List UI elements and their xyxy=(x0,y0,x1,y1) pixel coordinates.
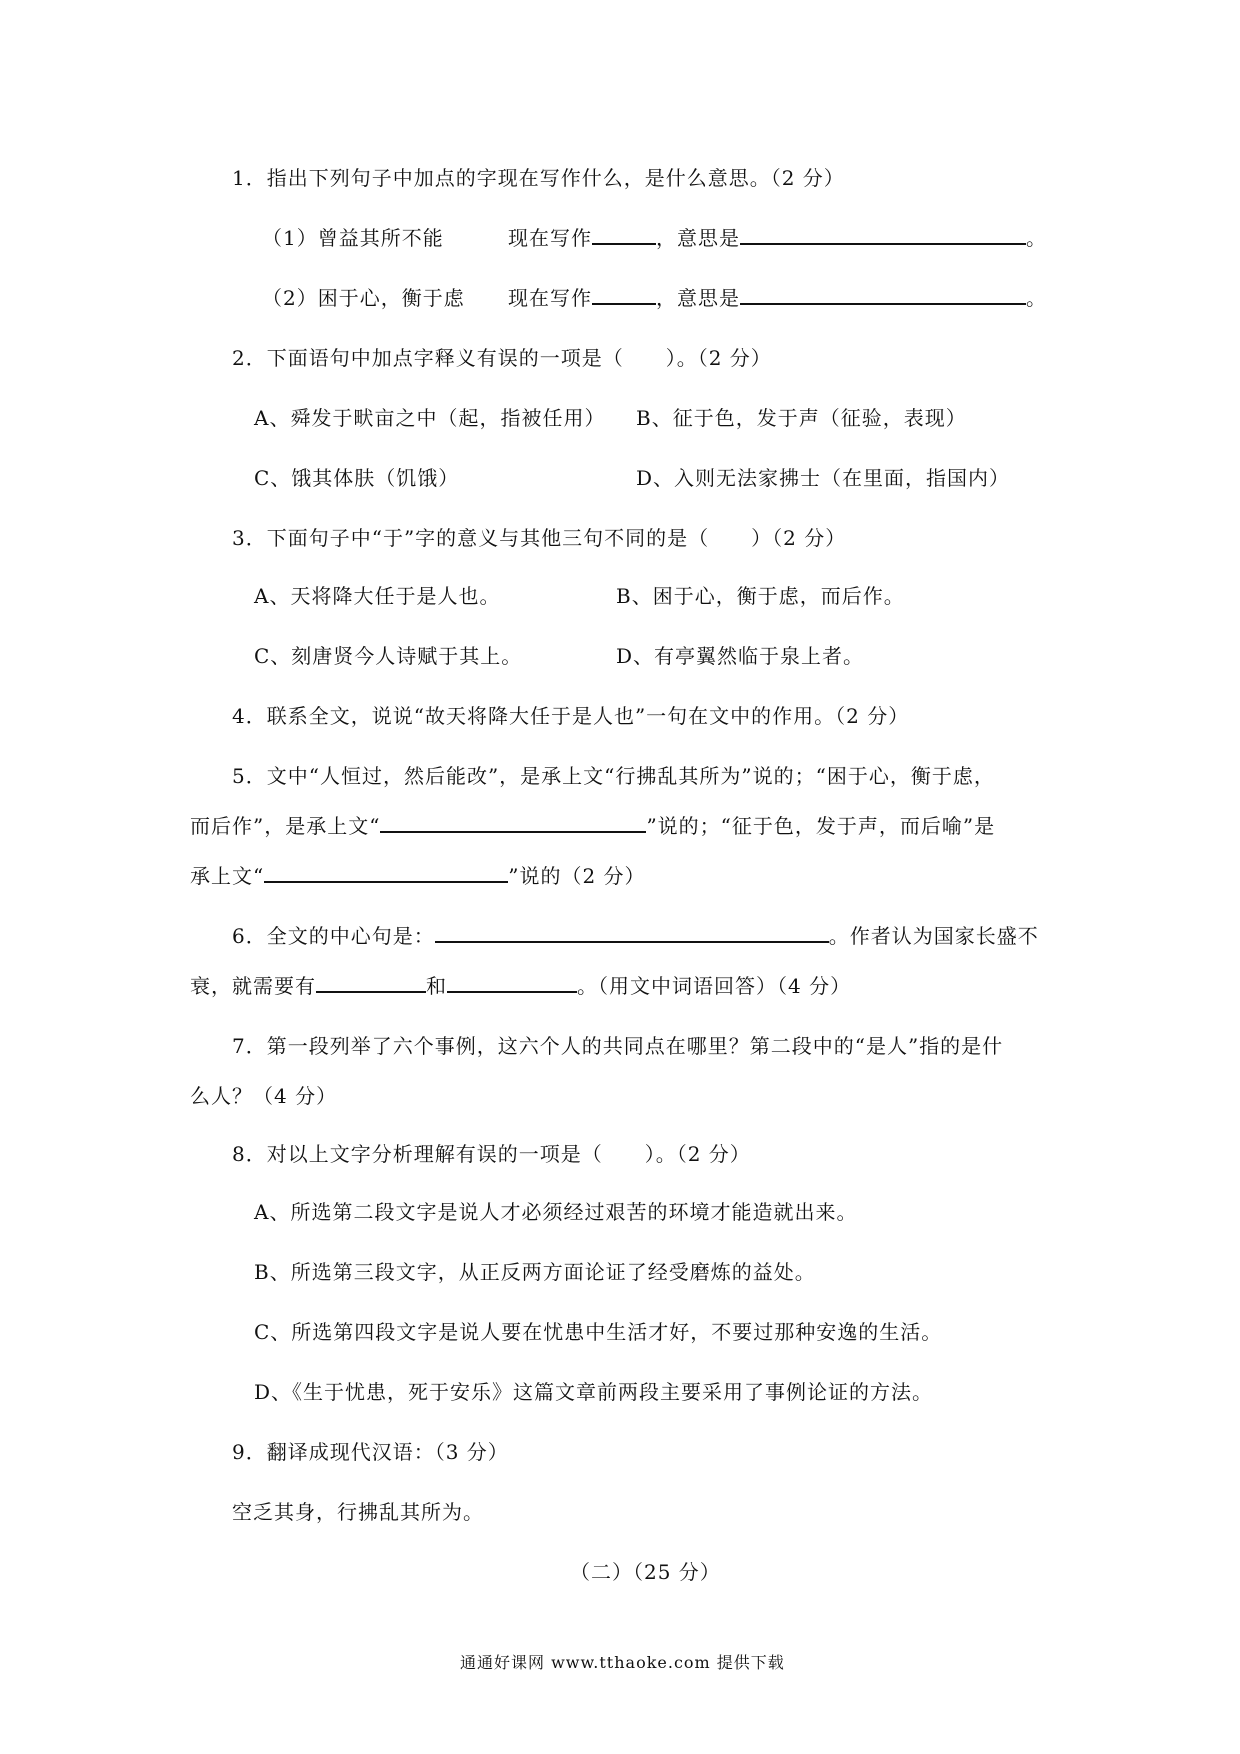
q9-stem: 9．翻译成现代汉语：（3 分） xyxy=(232,1440,509,1464)
q6-line-2-text-b: 和 xyxy=(426,974,447,998)
q6-line-2-text-a: 衰，就需要有 xyxy=(190,974,316,998)
q8-option-c[interactable]: C、所选第四段文字是说人要在忧患中生活才好，不要过那种安逸的生活。 xyxy=(254,1320,943,1344)
q5-line-3 xyxy=(190,860,646,889)
q1-item-1-end: 。 xyxy=(1026,226,1047,250)
q8-option-d[interactable]: D、《生于忧患，死于安乐》这篇文章前两段主要采用了事例论证的方法。 xyxy=(254,1380,934,1404)
q8-stem: 8．对以上文字分析理解有误的一项是（ ）。（2 分） xyxy=(232,1142,751,1166)
q1-item-1-blank-meaning[interactable] xyxy=(740,223,1026,245)
q9-sentence: 空乏其身，行拂乱其所为。 xyxy=(232,1500,484,1524)
q3-option-a[interactable]: A、天将降大任于是人也。 xyxy=(254,584,501,608)
q6-line-1-text-b: 。作者认为国家长盛不 xyxy=(828,924,1039,948)
q1-item-1-sentence: （1）曾益其所不能 xyxy=(262,226,444,250)
q1-item-2-end: 。 xyxy=(1026,286,1047,310)
q1-item-2-blank-word[interactable] xyxy=(592,283,656,305)
q1-item-2-answer xyxy=(508,282,1047,311)
q3-option-b[interactable]: B、困于心，衡于虑，而后作。 xyxy=(616,584,905,608)
q1-item-2-sentence: （2）困于心，衡于虑 xyxy=(262,286,465,310)
section-heading: （二）（25 分） xyxy=(570,1560,721,1584)
q3-stem: 3．下面句子中“于”字的意义与其他三句不同的是（ ）（2 分） xyxy=(232,526,847,550)
q1-item-1-answer xyxy=(508,222,1047,251)
q6-line-2-text-c: 。（用文中词语回答）（4 分） xyxy=(577,974,852,998)
q5-blank-1[interactable] xyxy=(380,811,646,833)
q6-blank-1[interactable] xyxy=(316,971,426,993)
q1-item-2-label-write: 现在写作 xyxy=(508,286,592,310)
q7-line-1: 7．第一段列举了六个事例，这六个人的共同点在哪里？第二段中的“是人”指的是什 xyxy=(232,1034,1004,1058)
q1-item-2 xyxy=(262,282,465,311)
q5-line-3-text-a: 承上文“ xyxy=(190,864,265,888)
q5-line-2-text-b: ”说的；“征于色，发于声，而后喻”是 xyxy=(646,814,996,838)
q1-item-2-blank-meaning[interactable] xyxy=(740,283,1026,305)
q2-stem: 2．下面语句中加点字释义有误的一项是（ ）。（2 分） xyxy=(232,346,772,370)
q1-item-2-label-meaning: ，意思是 xyxy=(656,286,740,310)
q3-option-c[interactable]: C、刻唐贤今人诗赋于其上。 xyxy=(254,644,523,668)
q2-option-c[interactable]: C、饿其体肤（饥饿） xyxy=(254,466,460,490)
q5-line-1: 5．文中“人恒过，然后能改”，是承上文“行拂乱其所为”说的；“困于心，衡于虑， xyxy=(232,764,995,788)
q5-line-2-text-a: 而后作”，是承上文“ xyxy=(190,814,381,838)
q6-line-2 xyxy=(190,970,851,999)
q3-option-d[interactable]: D、有亭翼然临于泉上者。 xyxy=(616,644,865,668)
q1-item-1-label-write: 现在写作 xyxy=(508,226,592,250)
q1-item-1 xyxy=(262,222,444,251)
q1-stem: 1．指出下列句子中加点的字现在写作什么，是什么意思。（2 分） xyxy=(232,166,845,190)
q5-blank-2[interactable] xyxy=(264,861,508,883)
q8-option-a[interactable]: A、所选第二段文字是说人才必须经过艰苦的环境才能造就出来。 xyxy=(254,1200,858,1224)
q5-line-2 xyxy=(190,810,995,839)
q6-blank-2[interactable] xyxy=(447,971,577,993)
q7-line-2: 么人？（4 分） xyxy=(190,1084,338,1108)
q8-option-b[interactable]: B、所选第三段文字，从正反两方面论证了经受磨炼的益处。 xyxy=(254,1260,816,1284)
q4-stem: 4．联系全文，说说“故天将降大任于是人也”一句在文中的作用。（2 分） xyxy=(232,704,910,728)
footer-download-note: 通通好课网 www.tthaoke.com 提供下载 xyxy=(460,1653,785,1672)
q2-option-d[interactable]: D、入则无法家拂士（在里面，指国内） xyxy=(636,466,1011,490)
q6-blank-central-sentence[interactable] xyxy=(435,921,829,943)
q2-option-a[interactable]: A、舜发于畎亩之中（起，指被任用） xyxy=(254,406,606,430)
q6-line-1 xyxy=(232,920,1039,949)
q2-option-b[interactable]: B、征于色，发于声（征验，表现） xyxy=(636,406,967,430)
q1-item-1-label-meaning: ，意思是 xyxy=(656,226,740,250)
q6-line-1-text-a: 6．全文的中心句是： xyxy=(232,924,435,948)
q5-line-3-text-b: ”说的（2 分） xyxy=(508,864,646,888)
q1-item-1-blank-word[interactable] xyxy=(592,223,656,245)
